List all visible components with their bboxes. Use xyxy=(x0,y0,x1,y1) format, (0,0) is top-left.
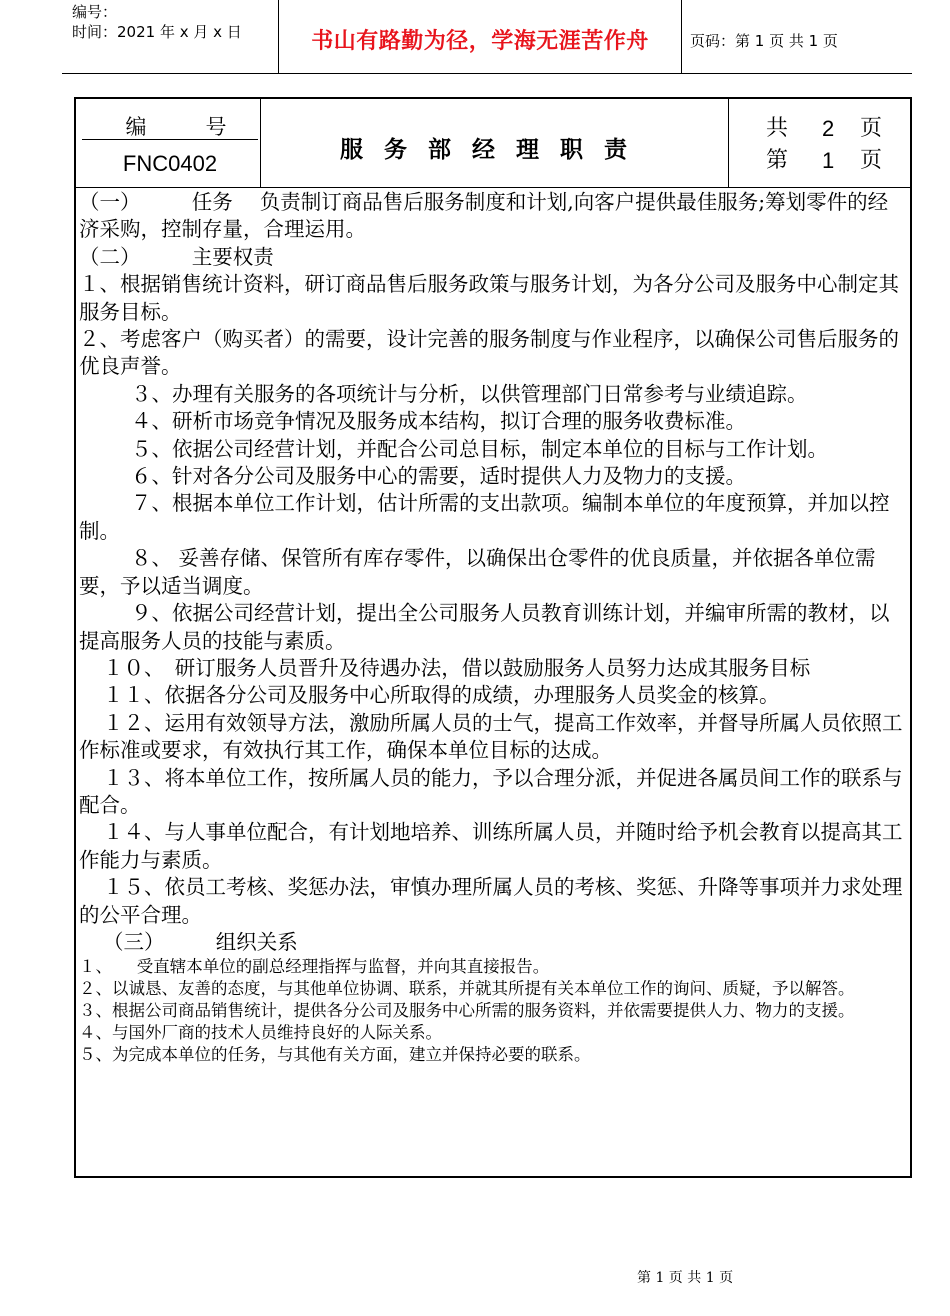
duty-item: ６、针对各分公司及服务中心的需要，适时提供人力及物力的支援。 xyxy=(131,464,746,489)
document-header xyxy=(0,0,950,74)
page-count-box xyxy=(766,113,906,177)
duty-item: １５、依员工考核、奖惩办法，审慎办理所属人员的考核、奖惩、升降等事项并力求处理的公平合理。 xyxy=(79,875,903,927)
duty-item: ３、办理有关服务的各项统计与分析，以供管理部门日常参考与业绩追踪。 xyxy=(131,381,808,406)
current-page: 第 1 页 xyxy=(766,148,883,173)
code-underline xyxy=(82,139,258,140)
section-heading-duties: （二） 主要权责 xyxy=(79,244,274,269)
header-rule xyxy=(62,73,912,74)
duty-item: １１、依据各分公司及服务中心所取得的成绩，办理服务人员奖金的核算。 xyxy=(103,683,780,708)
title-row xyxy=(76,99,910,188)
relation-item: ４、与国外厂商的技术人员维持良好的人际关系。 xyxy=(79,1023,442,1043)
duty-item: ９、依据公司经营计划，提出全公司服务人员教育训练计划，并编审所需的教材，以提高服务人员的技能与素质。 xyxy=(79,601,890,653)
duty-item: ７、根据本单位工作计划，估计所需的支出款项。编制本单位的年度预算，并加以控制。 xyxy=(79,491,890,543)
section-heading-relations: （三） 组织关系 xyxy=(103,929,298,954)
header-motto: 书山有路勤为径，学海无涯苦作舟 xyxy=(311,29,649,54)
header-time-label: 时间：2021 年 x 月 x 日 xyxy=(72,23,242,41)
header-id-label: 编号： xyxy=(72,3,118,21)
header-divider xyxy=(681,0,682,73)
relation-item: ５、为完成本单位的任务，与其他有关方面，建立并保持必要的联系。 xyxy=(79,1045,591,1065)
duty-item: ２、考虑客户（购买者）的需要，设计完善的服务制度与作业程序，以确保公司售后服务的优良声誉。 xyxy=(79,327,899,379)
duty-item: １、根据销售统计资料，研订商品售后服务政策与服务计划，为各分公司及服务中心制定其服务目标。 xyxy=(79,272,899,324)
relation-item: １、 受直辖本单位的副总经理指挥与监督，并向其直接报告。 xyxy=(79,957,550,977)
document-body xyxy=(79,189,907,1066)
duty-item: ４、研析市场竞争情况及服务成本结构，拟订合理的服务收费标准。 xyxy=(131,409,746,434)
duty-item: ５、依据公司经营计划，并配合公司总目标，制定本单位的目标与工作计划。 xyxy=(131,436,828,461)
duty-item: １２、运用有效领导方法，激励所属人员的士气，提高工作效率，并督导所属人员依照工作标准或要求，有效执行其工作，确保本单位目标的达成。 xyxy=(79,710,903,763)
relation-item: ２、以诚恳、友善的态度，与其他单位协调、联系，并就其所提有关本单位工作的询问、质疑，予以解答。 xyxy=(79,979,855,999)
total-pages: 共 2 页 xyxy=(766,116,883,141)
title-cell-divider xyxy=(728,99,729,187)
duty-item: １４、与人事单位配合，有计划地培养、训练所属人员，并随时给予机会教育以提高其工作能力与素质。 xyxy=(79,820,903,872)
relation-item: ３、根据公司商品销售统计，提供各分公司及服务中心所需的服务资料，并依需要提供人力、物力的支援。 xyxy=(79,1001,855,1021)
duty-item: ８、 妥善存储、保管所有库存零件，以确保出仓零件的优良质量，并依据各单位需要，予以适当调度。 xyxy=(79,546,876,598)
header-meta xyxy=(72,2,242,42)
document-frame xyxy=(74,97,912,1178)
section-task: （一） 任务 负责制订商品售后服务制度和计划,向客户提供最佳服务;筹划零件的经济采购，控制存量，合理运用。 xyxy=(79,190,889,242)
document-title: 服务部经理职责 xyxy=(340,137,648,163)
code-label: 编 号 xyxy=(125,115,227,139)
duty-item: １３、将本单位工作，按所属人员的能力，予以合理分派，并促进各属员间工作的联系与配合。 xyxy=(79,765,903,817)
document-code: FNC0402 xyxy=(122,151,218,176)
page-footer: 第 1 页 共 1 页 xyxy=(637,1270,734,1286)
duty-item: １０、 研订服务人员晋升及待遇办法，借以鼓励服务人员努力达成其服务目标 xyxy=(103,655,811,680)
header-page-info: 页码：第 1 页 共 1 页 xyxy=(690,32,838,50)
